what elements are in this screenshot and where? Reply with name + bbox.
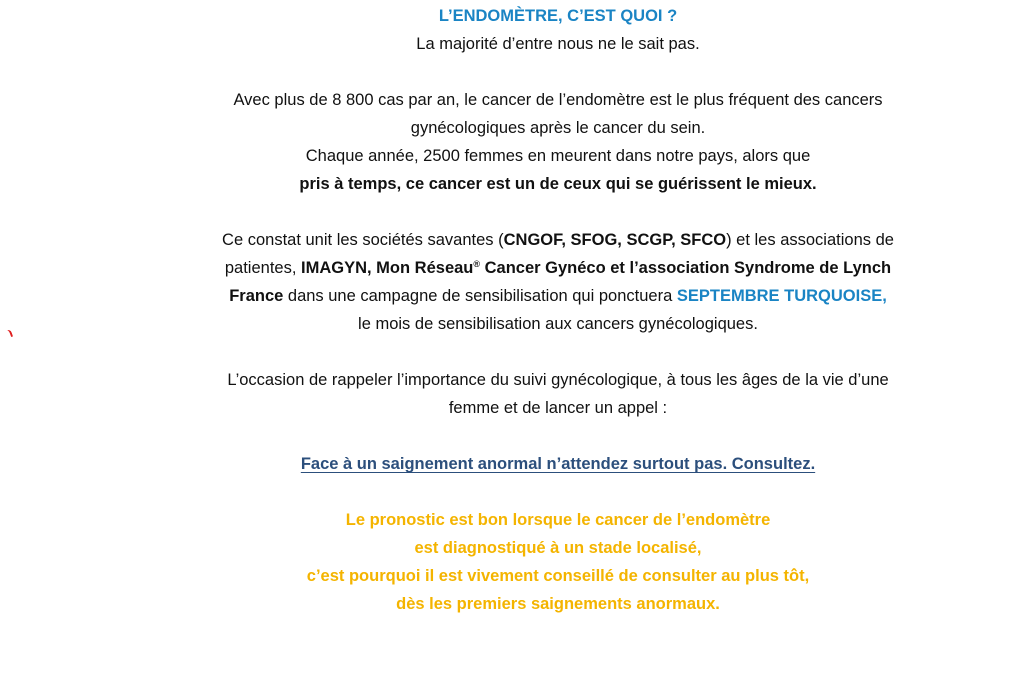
document-title: L’ENDOMÈTRE, C’EST QUOI ? [438,7,678,25]
association-name: Cancer Gynéco et l’association Syndrome de Lynch [480,259,892,277]
campaign-name: SEPTEMBRE TURQUOISE, [676,287,887,305]
paragraph-line: le mois de sensibilisation aux cancers gynécologiques. [358,315,758,333]
text-span: dans une campagne de sensibilisation qui ponctuera [283,287,677,305]
warning-line: est diagnostiqué à un stade localisé, [414,539,702,557]
document-subtitle: La majorité d’entre nous ne le sait pas. [416,35,700,53]
warning-line: c’est pourquoi il est vivement conseillé de consulter au plus tôt, [306,567,810,585]
paragraph-line: Chaque année, 2500 femmes en meurent dans notre pays, alors que [305,147,811,165]
paragraph-line: gynécologiques après le cancer du sein. [410,119,706,137]
societies-list: CNGOF, SFOG, SCGP, SFCO [503,231,727,249]
paragraph-appeal [180,366,936,422]
document-body [180,0,936,618]
paragraph-line [180,226,936,254]
paragraph-line [180,254,936,282]
prognosis-warning [180,506,936,618]
text-span: Ce constat unit les sociétés savantes ( [222,231,504,249]
paragraph-line [180,282,936,310]
text-span: patientes, [224,259,302,277]
spacer [180,58,936,86]
paragraph-line: L’occasion de rappeler l’importance du suivi gynécologique, à tous les âges de la vie d’une [227,371,889,389]
spacer [180,338,936,366]
spacer [180,478,936,506]
association-name: IMAGYN, Mon Réseau [301,259,474,277]
paragraph-line: femme et de lancer un appel : [448,399,668,417]
paragraph-campaign [180,226,936,338]
paragraph-statistics [180,86,936,198]
spacer [180,198,936,226]
warning-line: dès les premiers saignements anormaux. [396,595,720,613]
spacer [180,422,936,450]
red-stray-mark [3,329,13,339]
text-span: ) et les associations de [726,231,894,249]
registered-mark: ® [473,259,481,269]
call-to-action-text: Face à un saignement anormal n’attendez surtout pas. Consultez. [300,455,816,473]
paragraph-line-bold: pris à temps, ce cancer est un de ceux qui se guérissent le mieux. [299,175,817,193]
warning-line: Le pronostic est bon lorsque le cancer de l’endomètre [345,511,771,529]
association-name: France [229,287,284,305]
call-to-action-line [180,450,936,478]
paragraph-line: Avec plus de 8 800 cas par an, le cancer de l’endomètre est le plus fréquent des cancers [233,91,883,109]
